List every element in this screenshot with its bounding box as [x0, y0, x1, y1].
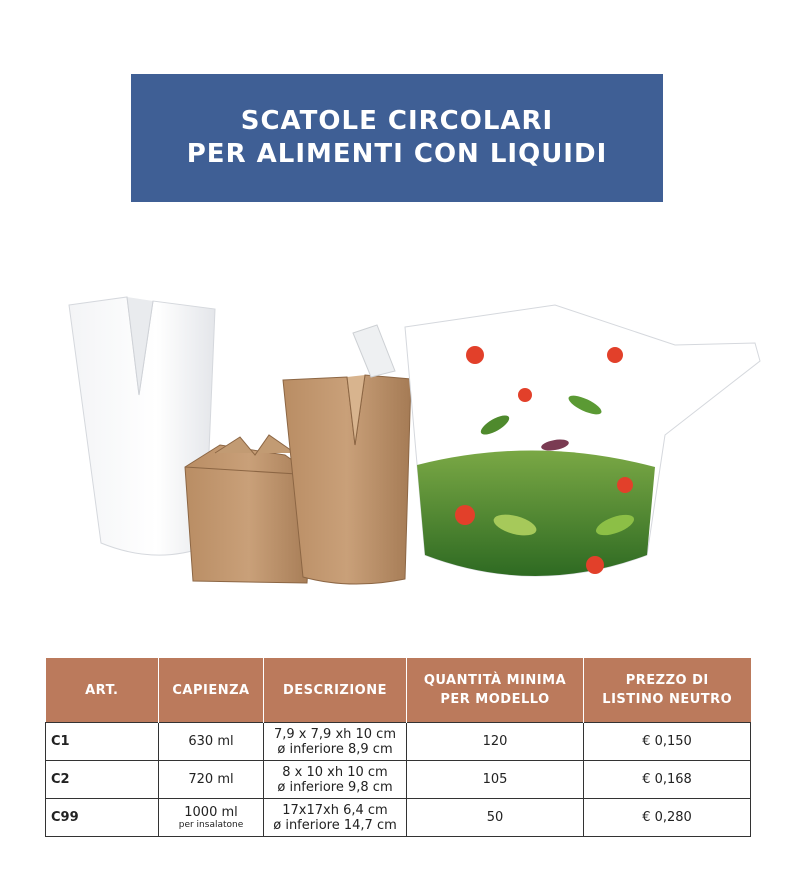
salad-box-image [405, 305, 760, 576]
cell-art: C2 [46, 761, 159, 799]
cell-capienza [159, 799, 264, 837]
header-prezzo [584, 658, 751, 723]
table-row [46, 723, 751, 761]
title-banner [131, 74, 663, 202]
desc-line-2: ø inferiore 14,7 cm [273, 817, 397, 833]
kraft-tall-box-image [283, 325, 411, 584]
cell-prezzo: € 0,150 [584, 723, 751, 761]
header-quantita [407, 658, 584, 723]
table-row [46, 799, 751, 837]
cell-capienza: 720 ml [159, 761, 264, 799]
header-quantita-line2: PER MODELLO [440, 692, 550, 707]
desc-line-2: ø inferiore 8,9 cm [277, 741, 393, 757]
header-prezzo-line2: LISTINO NEUTRO [602, 692, 733, 707]
product-photo [55, 285, 765, 595]
cell-prezzo: € 0,168 [584, 761, 751, 799]
desc-line-2: ø inferiore 9,8 cm [277, 779, 393, 795]
cell-quantita: 105 [407, 761, 584, 799]
cell-descrizione [264, 799, 407, 837]
table-row [46, 761, 751, 799]
header-prezzo-line1: PREZZO DI [625, 673, 709, 688]
cell-prezzo: € 0,280 [584, 799, 751, 837]
cell-descrizione [264, 761, 407, 799]
desc-line-1: 8 x 10 xh 10 cm [282, 764, 388, 780]
capienza-value: 1000 ml [184, 805, 238, 820]
header-descrizione: DESCRIZIONE [264, 658, 407, 723]
header-capienza: CAPIENZA [159, 658, 264, 723]
title-line-2: PER ALIMENTI CON LIQUIDI [186, 139, 608, 169]
header-art: ART. [46, 658, 159, 723]
cell-art: C1 [46, 723, 159, 761]
cell-quantita: 50 [407, 799, 584, 837]
desc-line-1: 17x17xh 6,4 cm [282, 802, 388, 818]
cell-capienza: 630 ml [159, 723, 264, 761]
capienza-note: per insalatone [178, 820, 244, 830]
price-table [45, 658, 751, 837]
title-line-1: SCATOLE CIRCOLARI [240, 106, 554, 136]
table-header-row [46, 658, 751, 723]
desc-line-1: 7,9 x 7,9 xh 10 cm [274, 726, 396, 742]
cell-art: C99 [46, 799, 159, 837]
cell-descrizione [264, 723, 407, 761]
header-quantita-line1: QUANTITÀ MINIMA [423, 673, 567, 688]
cell-quantita: 120 [407, 723, 584, 761]
